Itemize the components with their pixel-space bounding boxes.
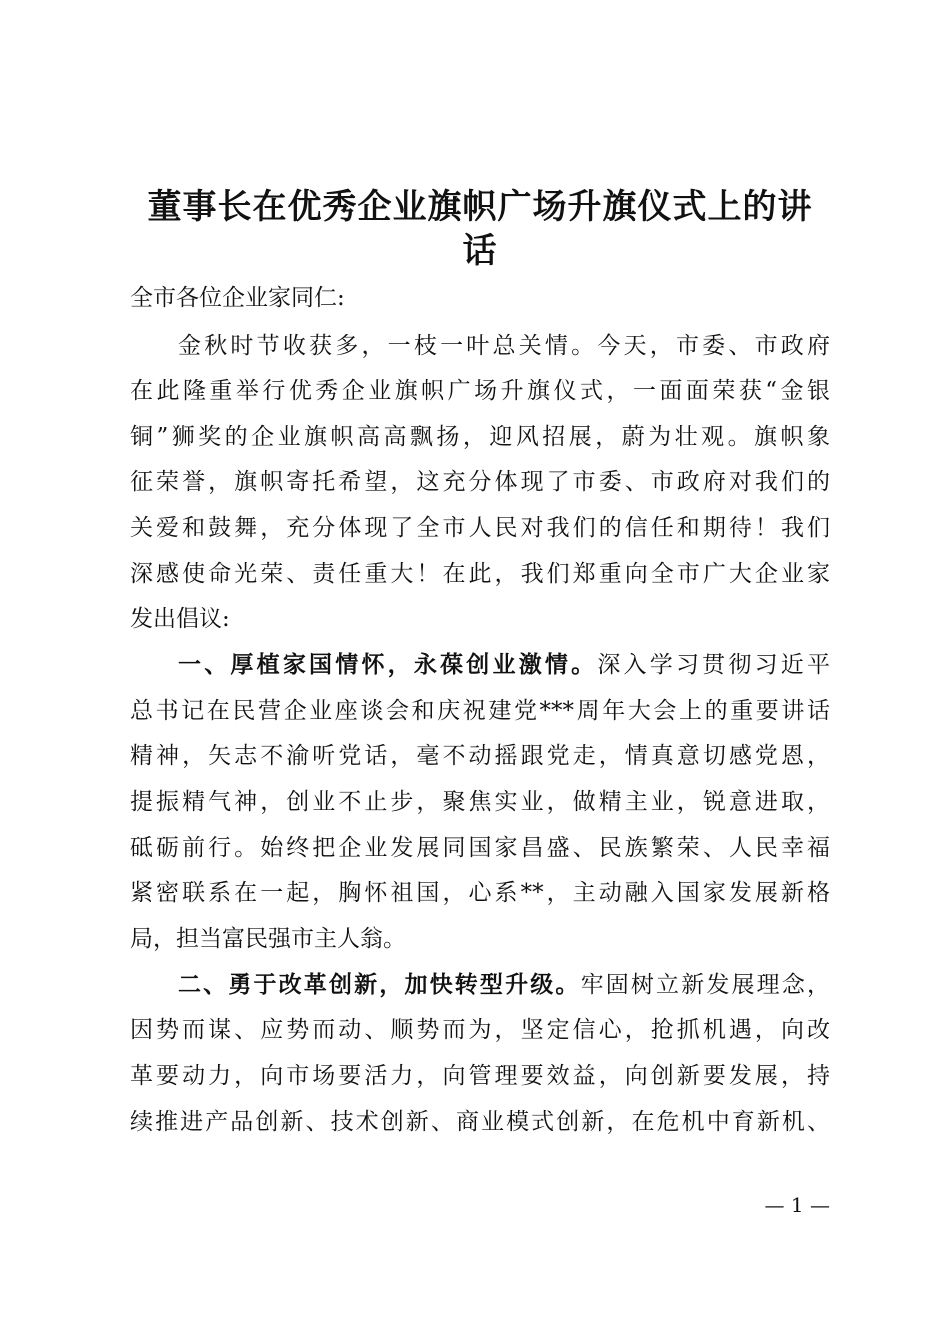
page-number: — 1 — xyxy=(764,1193,830,1217)
section-2-heading: 二、勇于改革创新，加快转型升级。 xyxy=(178,972,581,998)
section-1-line-6: 紧密联系在一起，胸怀祖国，心系**，主动融入国家发展新格 xyxy=(130,880,830,906)
paragraph-1-line-1: 金秋时节收获多，一枝一叶总关情。今天，市委、市政府 xyxy=(178,333,830,359)
section-2-first-line xyxy=(178,970,830,1000)
paragraph-1-line-4: 征荣誉，旗帜寄托希望，这充分体现了市委、市政府对我们的 xyxy=(130,469,830,495)
section-1-line-7: 局，担当富民强市主人翁。 xyxy=(130,926,406,952)
section-1-line-3: 精神，矢志不渝听党话，毫不动摇跟党走，情真意切感党恩， xyxy=(130,743,830,769)
section-2-line-2: 因势而谋、应势而动、顺势而为，坚定信心，抢抓机遇，向改 xyxy=(130,1017,830,1043)
section-2-first-line-text: 牢固树立新发展理念， xyxy=(580,972,831,998)
section-1-line-5: 砥砺前行。始终把企业发展同国家昌盛、民族繁荣、人民幸福 xyxy=(130,835,830,861)
salutation: 全市各位企业家同仁: xyxy=(130,285,345,311)
paragraph-1-line-7: 发出倡议: xyxy=(130,606,230,632)
section-1-line-4: 提振精气神，创业不止步，聚焦实业，做精主业，锐意进取， xyxy=(130,789,830,815)
paragraph-1-line-3: 铜”狮奖的企业旗帜高高飘扬，迎风招展，蔚为壮观。旗帜象 xyxy=(130,424,830,450)
section-1-line-2: 总书记在民营企业座谈会和庆祝建党***周年大会上的重要讲话 xyxy=(130,698,830,724)
document-title-line-2: 话 xyxy=(462,231,498,271)
section-1-first-line xyxy=(178,650,830,680)
paragraph-1-line-6: 深感使命光荣、责任重大！在此，我们郑重向全市广大企业家 xyxy=(130,561,830,587)
section-1-heading: 一、厚植家国情怀，永葆创业激情。 xyxy=(178,652,598,678)
paragraph-1-line-5: 关爱和鼓舞，充分体现了全市人民对我们的信任和期待！我们 xyxy=(130,515,830,541)
section-1-first-line-text: 深入学习贯彻习近平 xyxy=(597,652,831,678)
paragraph-1-line-2: 在此隆重举行优秀企业旗帜广场升旗仪式，一面面荣获“金银 xyxy=(130,378,830,404)
document-title-line-1: 董事长在优秀企业旗帜广场升旗仪式上的讲 xyxy=(147,187,813,227)
section-2-line-3: 革要动力，向市场要活力，向管理要效益，向创新要发展，持 xyxy=(130,1063,830,1089)
section-2-line-4: 续推进产品创新、技术创新、商业模式创新，在危机中育新机、 xyxy=(130,1109,830,1135)
